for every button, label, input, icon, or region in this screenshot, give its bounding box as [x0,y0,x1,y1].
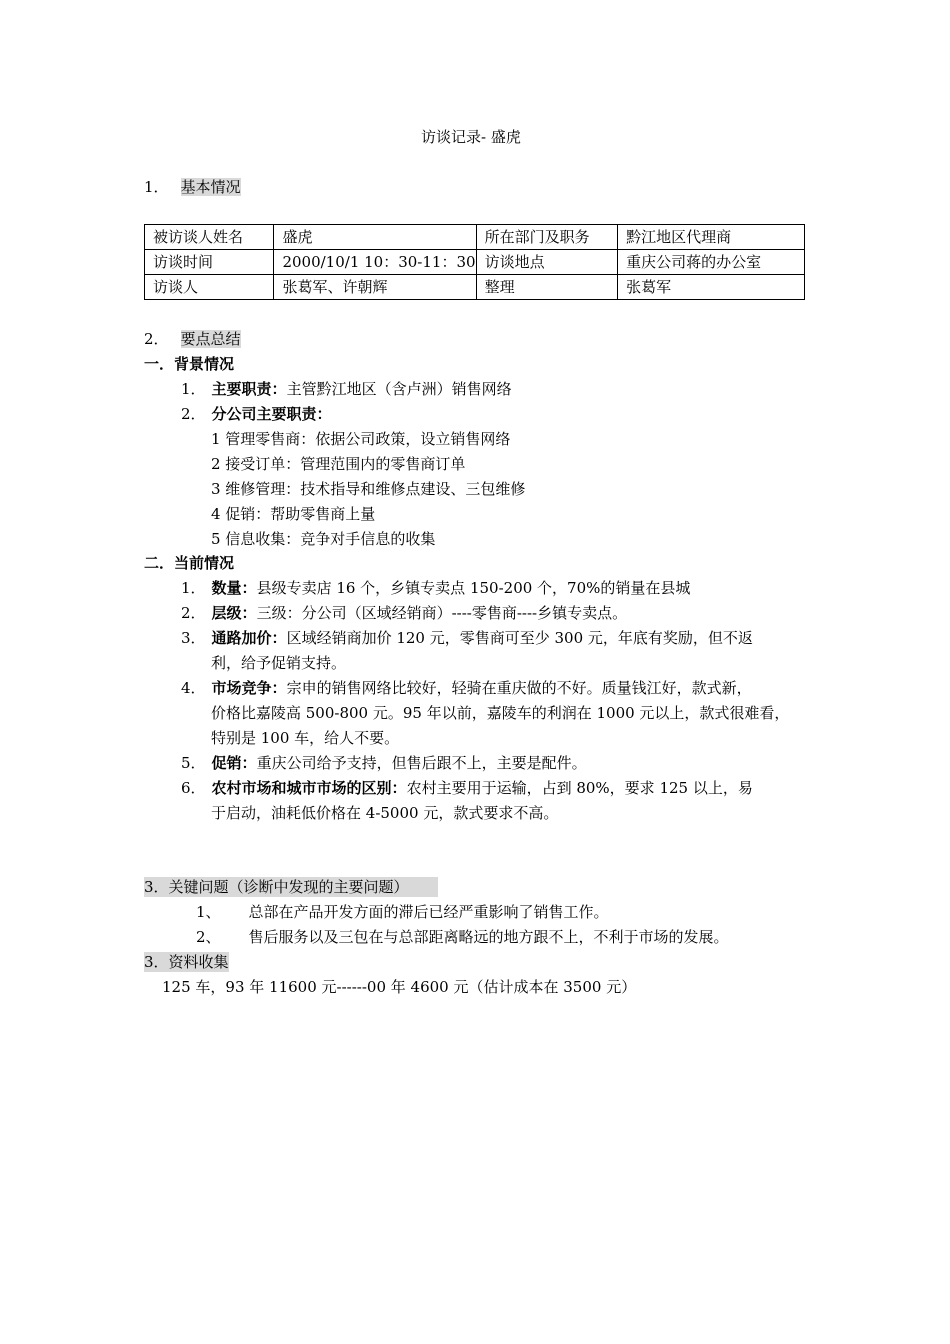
table-cell: 盛虎 [274,225,476,250]
item-continuation: 利，给予促销支持。 [211,654,347,672]
table-cell: 访谈人 [145,275,274,300]
list-item [181,628,753,648]
list-item [196,927,729,947]
list-item [196,902,609,922]
item-number: 1． [181,579,206,597]
table-cell: 整理 [476,275,618,300]
item-number: 3． [181,629,206,647]
item-label: 通路加价： [211,629,287,647]
current-heading: 二．当前情况 [144,554,235,572]
item-number: 2、 [196,928,221,946]
item-continuation: 于启动，油耗低价格在 4-5000 元，款式要求不高。 [211,804,559,822]
table-cell: 黔江地区代理商 [618,225,805,250]
list-item [181,778,753,798]
item-label: 主要职责： [211,380,287,398]
section-number: 1． [144,178,169,196]
page-title: 访谈记录- 盛虎 [421,128,521,146]
list-item [181,379,512,399]
sub-item: 4 促销：帮助零售商上量 [211,505,376,523]
list-item [181,404,332,424]
table-cell: 张葛军、许朝辉 [274,275,476,300]
sub-item: 3 维修管理：技术指导和维修点建设、三包维修 [211,480,526,498]
list-item [181,753,587,773]
item-label: 促销： [211,754,257,772]
item-label: 层级： [211,604,257,622]
table-row [145,225,805,250]
table-cell: 访谈地点 [476,250,618,275]
section-label: 要点总结 [180,330,241,348]
table-cell: 重庆公司蒋的办公室 [618,250,805,275]
section-basic-info [144,177,241,197]
item-number: 1． [181,380,206,398]
sub-item: 5 信息收集：竞争对手信息的收集 [211,530,436,548]
sub-item: 2 接受订单：管理范围内的零售商订单 [211,455,466,473]
section-number: 2． [144,330,169,348]
item-text: 重庆公司给予支持，但售后跟不上，主要是配件。 [256,754,587,772]
table-cell: 所在部门及职务 [476,225,618,250]
data-collection-text: 125 车，93 年 11600 元------00 年 4600 元（估计成本在 3500 元） [162,978,637,996]
item-number: 2． [181,604,206,622]
item-text: 县级专卖店 16 个，乡镇专卖点 150-200 个，70%的销量在县城 [256,579,691,597]
item-text: 主管黔江地区（含卢洲）销售网络 [286,380,512,398]
item-continuation: 价格比嘉陵高 500-800 元。95 年以前，嘉陵车的利润在 1000 元以上，款式很难看， [211,704,790,722]
item-label: 市场竞争： [211,679,287,697]
table-row [145,250,805,275]
item-text: 区域经销商加价 120 元，零售商可至少 300 元，年底有奖励，但不返 [286,629,753,647]
background-heading: 一．背景情况 [144,355,235,373]
section-label: 基本情况 [180,178,241,196]
list-item [181,603,627,623]
table-cell: 访谈时间 [145,250,274,275]
item-text: 售后服务以及三包在与总部距离略远的地方跟不上，不利于市场的发展。 [248,928,729,946]
item-number: 2． [181,405,206,423]
sub-item: 1 管理零售商：依据公司政策，设立销售网络 [211,430,511,448]
list-item [181,578,690,598]
list-item [181,678,752,698]
item-label: 分公司主要职责： [211,405,332,423]
table-row [145,275,805,300]
item-text: 宗申的销售网络比较好，轻骑在重庆做的不好。质量钱江好，款式新， [286,679,752,697]
item-label: 数量： [211,579,257,597]
item-text: 三级：分公司（区域经销商）----零售商----乡镇专卖点。 [256,604,628,622]
data-collection-heading: 3．资料收集 [144,953,229,971]
item-text: 总部在产品开发方面的滞后已经严重影响了销售工作。 [248,903,609,921]
item-text: 农村主要用于运输，占到 80%，要求 125 以上，易 [406,779,753,797]
item-label: 农村市场和城市市场的区别： [211,779,407,797]
section-summary [144,329,241,349]
item-number: 6． [181,779,206,797]
key-issues-heading: 3．关键问题（诊断中发现的主要问题） [144,877,438,897]
item-number: 1、 [196,903,221,921]
item-number: 5． [181,754,206,772]
table-cell: 张葛军 [618,275,805,300]
table-cell: 2000/10/1 10：30-11：30 [274,250,476,275]
info-table [144,224,805,300]
item-number: 4． [181,679,206,697]
table-cell: 被访谈人姓名 [145,225,274,250]
item-continuation: 特别是 100 车，给人不要。 [211,729,400,747]
